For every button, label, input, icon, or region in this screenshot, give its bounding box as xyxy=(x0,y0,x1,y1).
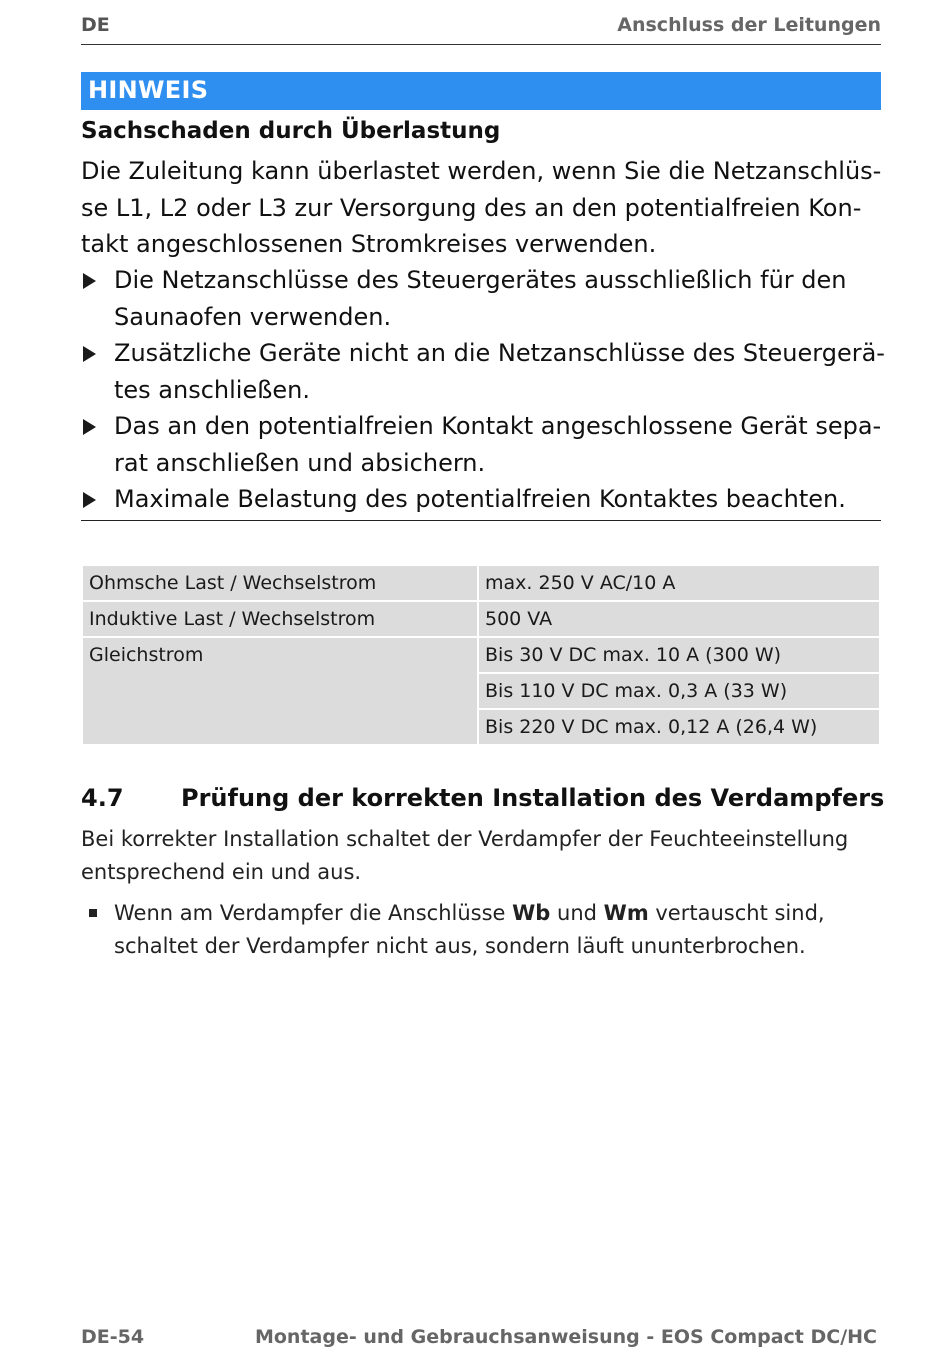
section-number: 4.7 xyxy=(81,784,124,812)
bullet-text: und xyxy=(550,901,604,925)
notice-text-line: Die Zuleitung kann überlastet werden, wenn Sie die Netzanschlüs- xyxy=(81,157,882,185)
table-cell-label: Ohmsche Last / Wechselstrom xyxy=(82,565,478,601)
table-cell-value: 500 VA xyxy=(478,601,880,637)
bullet-line xyxy=(114,897,825,930)
step-text-line: rat anschließen und absichern. xyxy=(114,448,486,477)
contact-load-table xyxy=(81,564,881,746)
table-cell-label: Gleichstrom xyxy=(82,637,478,745)
header-language: DE xyxy=(81,14,110,36)
triangle-arrow-icon xyxy=(83,492,96,508)
table-cell-value: max. 250 V AC/10 A xyxy=(478,565,880,601)
table-row xyxy=(82,565,880,601)
step-text-line: tes anschließen. xyxy=(114,375,310,404)
page-number: DE-54 xyxy=(81,1326,145,1348)
page-header xyxy=(81,14,881,45)
paragraph-line: entsprechend ein und aus. xyxy=(81,860,362,884)
notice-text-line: se L1, L2 oder L3 zur Versorgung des an den potentialfreien Kon- xyxy=(81,193,862,222)
header-chapter-title: Anschluss der Leitungen xyxy=(617,14,881,36)
step-text-line: Maximale Belastung des potentialfreien Kontaktes beachten. xyxy=(114,485,846,513)
bullet-line: schaltet der Verdampfer nicht aus, sondern läuft ununterbrochen. xyxy=(114,934,806,958)
notice-label-bar xyxy=(81,72,881,110)
triangle-arrow-icon xyxy=(83,273,96,289)
paragraph-line: Bei korrekter Installation schaltet der Verdampfer der Feuchteeinstellung xyxy=(81,827,849,851)
table-row xyxy=(82,637,880,673)
document-title: Montage- und Gebrauchsanweisung - EOS Compact DC/HC xyxy=(254,1326,877,1348)
step-text-line: Die Netzanschlüsse des Steuergerätes ausschließlich für den xyxy=(114,266,847,294)
connector-wm: Wm xyxy=(603,901,649,925)
square-bullet-icon xyxy=(89,909,97,917)
bullet-text: Wenn am Verdampfer die Anschlüsse xyxy=(114,901,513,925)
connector-wb: Wb xyxy=(512,901,551,925)
table-cell-value: Bis 220 V DC max. 0,12 A (26,4 W) xyxy=(478,709,880,745)
triangle-arrow-icon xyxy=(83,419,96,435)
notice-description xyxy=(81,153,881,263)
notice-text-line: takt angeschlossenen Stromkreises verwenden. xyxy=(81,230,657,258)
notice-label: HINWEIS xyxy=(88,76,209,104)
triangle-arrow-icon xyxy=(83,346,96,362)
section-title: Prüfung der korrekten Installation des Verdampfers xyxy=(181,784,885,812)
table-cell-value: Bis 30 V DC max. 10 A (300 W) xyxy=(478,637,880,673)
step-text-line: Zusätzliche Geräte nicht an die Netzanschlüsse des Steuergerä- xyxy=(114,339,885,367)
step-text-line: Saunaofen verwenden. xyxy=(114,302,392,331)
table-row xyxy=(82,601,880,637)
step-text-line: Das an den potentialfreien Kontakt angeschlossene Gerät sepa- xyxy=(114,412,882,440)
section-paragraph xyxy=(81,823,881,889)
notice-title: Sachschaden durch Überlastung xyxy=(81,118,501,144)
page-footer xyxy=(81,1326,881,1352)
table-cell-value: Bis 110 V DC max. 0,3 A (33 W) xyxy=(478,673,880,709)
table-cell-label: Induktive Last / Wechselstrom xyxy=(82,601,478,637)
bullet-text: vertauscht sind, xyxy=(648,901,825,925)
notice-end-divider xyxy=(81,520,881,521)
